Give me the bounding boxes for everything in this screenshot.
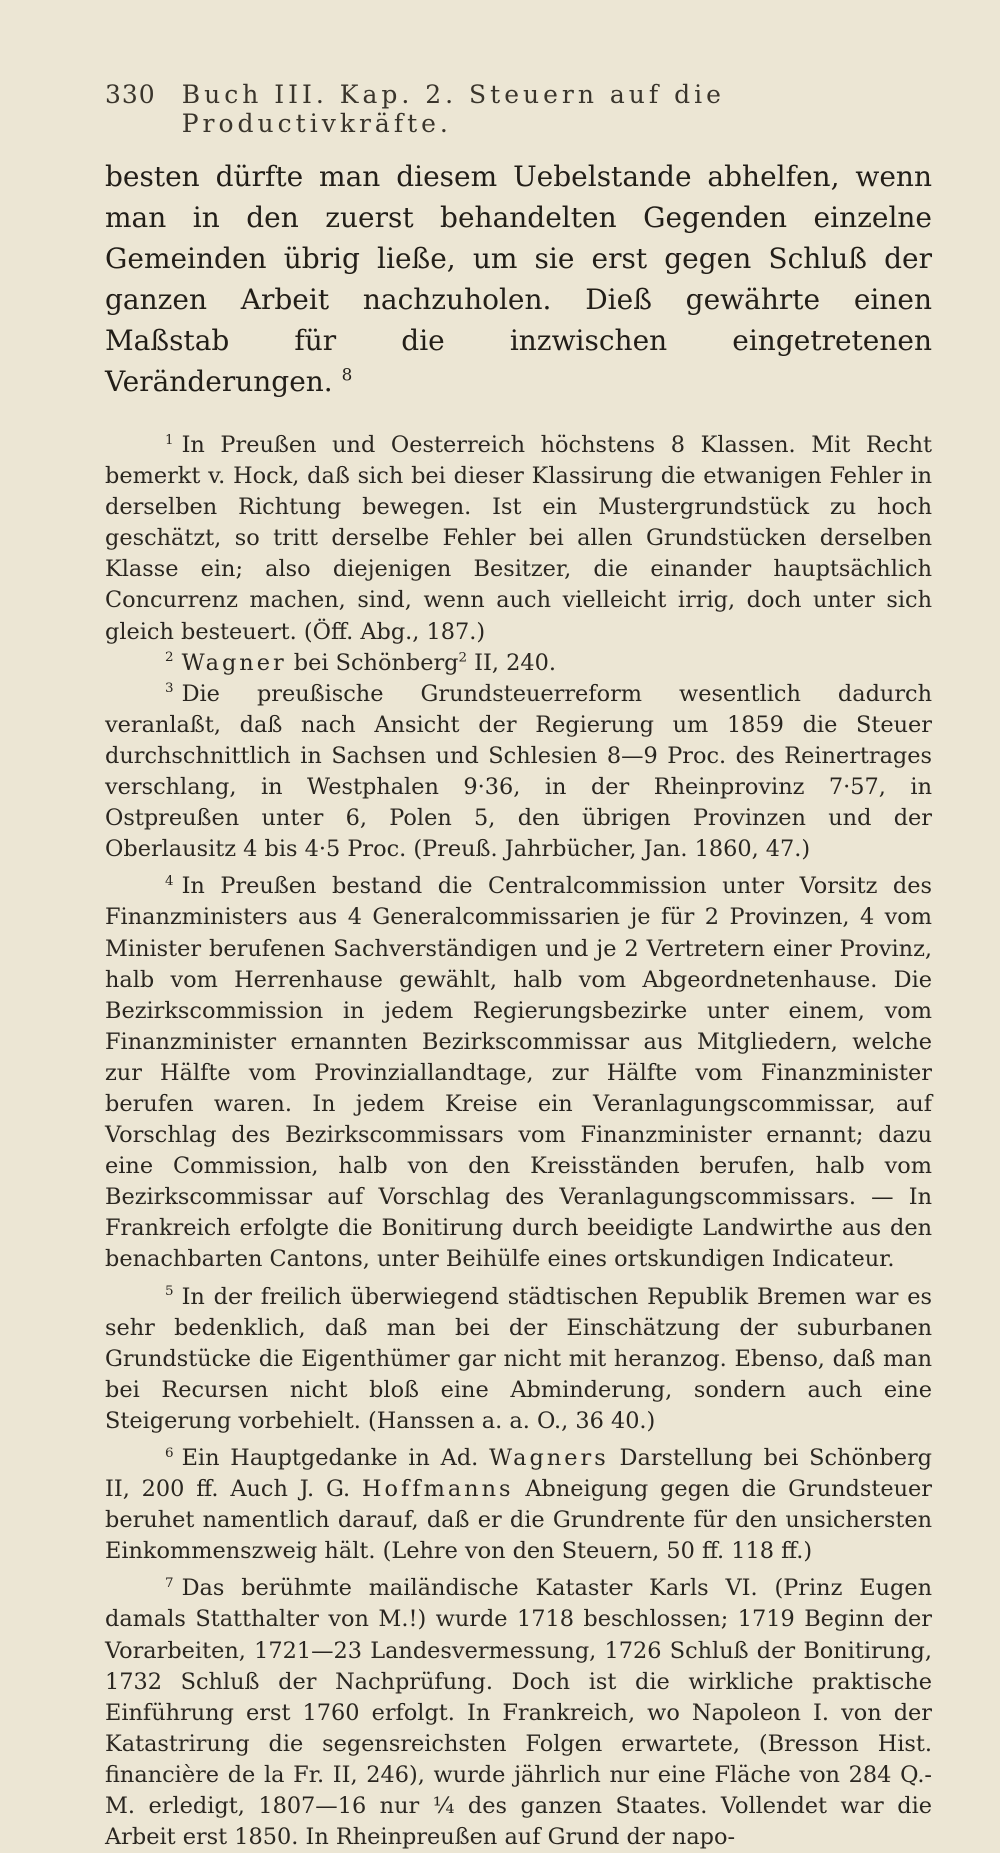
page-header <box>105 80 932 138</box>
footnote-text: In der freilich überwiegend städtischen Republik Bremen war es sehr bedenklich, daß man bei der Einschätzung der suburbanen Grundstücke die Eigenthümer gar nicht mit heranzog. Ebenso, daß man bei Recursen nicht bloß eine Abminderung, sondern auch eine Steigerung vorbehielt. (Hanssen a. a. O., 36 40.) <box>105 1283 932 1434</box>
footnote-mark: 1 <box>165 432 174 448</box>
footnote-1 <box>105 430 932 648</box>
footnote-4 <box>105 871 932 1275</box>
footnote-mark: 4 <box>165 873 174 889</box>
footnote-6 <box>105 1443 932 1567</box>
author-name: Wagner <box>181 649 287 676</box>
running-head: Buch III. Kap. 2. Steuern auf die Productivkräfte. <box>181 80 725 138</box>
author-name: Wagners <box>489 1445 609 1471</box>
footnote-text: Ein Hauptgedanke in Ad. <box>181 1445 490 1471</box>
footnote-3 <box>105 679 932 866</box>
footnote-mark: 7 <box>165 1575 174 1591</box>
main-paragraph <box>105 156 932 402</box>
footnote-text-middle: Darstellung bei Schönberg II, 200 ff. Auch J. G. <box>105 1445 932 1503</box>
footnote-mark: 5 <box>165 1284 174 1300</box>
footnote-text: In Preußen bestand die Centralcommission unter Vorsitz des Finanzministers aus 4 Generalcommissarien je für 2 Provinzen, 4 vom Minister berufenen Sachverständigen und je 2 Vertretern einer Provinz, halb vom Herrenhause gewählt, halb vom Abgeordnetenhause. Die Bezirkscommission in jedem Regierungsbezirke unter einem, vom Finanzminister ernannten Bezirkscommissar aus Mitgliedern, welche zur Hälfte vom Provinziallandtage, zur Hälfte vom Finanzminister berufen waren. In jedem Kreise ein Veranlagungscommissar, auf Vorschlag des Bezirkscommissars vom Finanzminister ernannt; dazu eine Commission, halb von den Kreisständen berufen, halb vom Bezirkscommissar auf Vorschlag des Veranlagungscommissars. — In Frankreich erfolgte die Bonitirung durch beeidigte Landwirthe aus den benachbarten Cantons, unter Beihülfe eines ortskundigen Indicateur. <box>105 873 932 1273</box>
main-text: besten dürfte man diesem Uebelstande abhelfen, wenn man in den zuerst behandelten Gegenden einzelne Gemeinden übrig ließe, um sie erst gegen Schluß der ganzen Arbeit nachzuholen. Dieß gewährte einen Maßstab für die inzwischen eingetretenen Veränderungen. <box>105 160 932 398</box>
footnote-mark: 3 <box>165 681 174 697</box>
footnote-mark: 2 <box>165 650 174 666</box>
footnote-text-end: Abneigung gegen die Grundsteuer beruhet namentlich darauf, daß er die Grundrente für den unsichersten Einkommenszweig hält. (Lehre von den Steuern, 50 ff. 118 ff.) <box>105 1476 932 1565</box>
footnote-2 <box>105 648 932 679</box>
footnote-text: bei Schönberg <box>286 649 459 676</box>
footnote-text-end: II, 240. <box>467 649 556 676</box>
footnote-mark: 6 <box>165 1445 174 1461</box>
footnote-text: In Preußen und Oesterreich höchstens 8 Klassen. Mit Recht bemerkt v. Hock, daß sich bei dieser Klassirung die etwanigen Fehler in derselben Richtung bewegen. Ist ein Mustergrundstück zu hoch geschätzt, so tritt derselbe Fehler bei allen Grundstücken derselben Klasse ein; also diejenigen Besitzer, die einander hauptsächlich Concurrenz machen, sind, wenn auch vielleicht irrig, doch unter sich gleich besteuert. (Öff. Abg., 187.) <box>105 432 932 645</box>
footnotes <box>105 430 932 1853</box>
footnote-text: Das berühmte mailändische Kataster Karls VI. (Prinz Eugen damals Statthalter von M.!) wurde 1718 beschlossen; 1719 Beginn der Vorarbeiten, 1721—23 Landesvermessung, 1726 Schluß der Bonitirung, 1732 Schluß der Nachprüfung. Doch ist die wirkliche praktische Einführung erst 1760 erfolgt. In Frankreich, wo Napoleon I. von der Katastrirung die segensreichsten Folgen erwartete, (Bresson Hist. financière de la Fr. II, 246), wurde jährlich nur eine Fläche von 284 Q.-M. erledigt, 1807—16 nur ¼ des ganzen Staates. Vollendet war die Arbeit erst 1850. In Rheinpreußen auf Grund der napo- <box>105 1575 932 1851</box>
author-name-2: Hoffmanns <box>362 1476 514 1503</box>
superscript: 2 <box>458 650 468 666</box>
footnote-5 <box>105 1282 932 1437</box>
footnote-ref: 8 <box>341 364 353 385</box>
footnote-7 <box>105 1573 932 1853</box>
page-number: 330 <box>105 80 156 109</box>
footnote-text: Die preußische Grundsteuerreform wesentlich dadurch veranlaßt, daß nach Ansicht der Regierung um 1859 die Steuer durchschnittlich in Sachsen und Schlesien 8—9 Proc. des Reinertrages verschlang, in Westphalen 9·36, in der Rheinprovinz 7·57, in Ostpreußen unter 6, Polen 5, den übrigen Provinzen und der Oberlausitz 4 bis 4·5 Proc. (Preuß. Jahrbücher, Jan. 1860, 47.) <box>105 680 932 863</box>
